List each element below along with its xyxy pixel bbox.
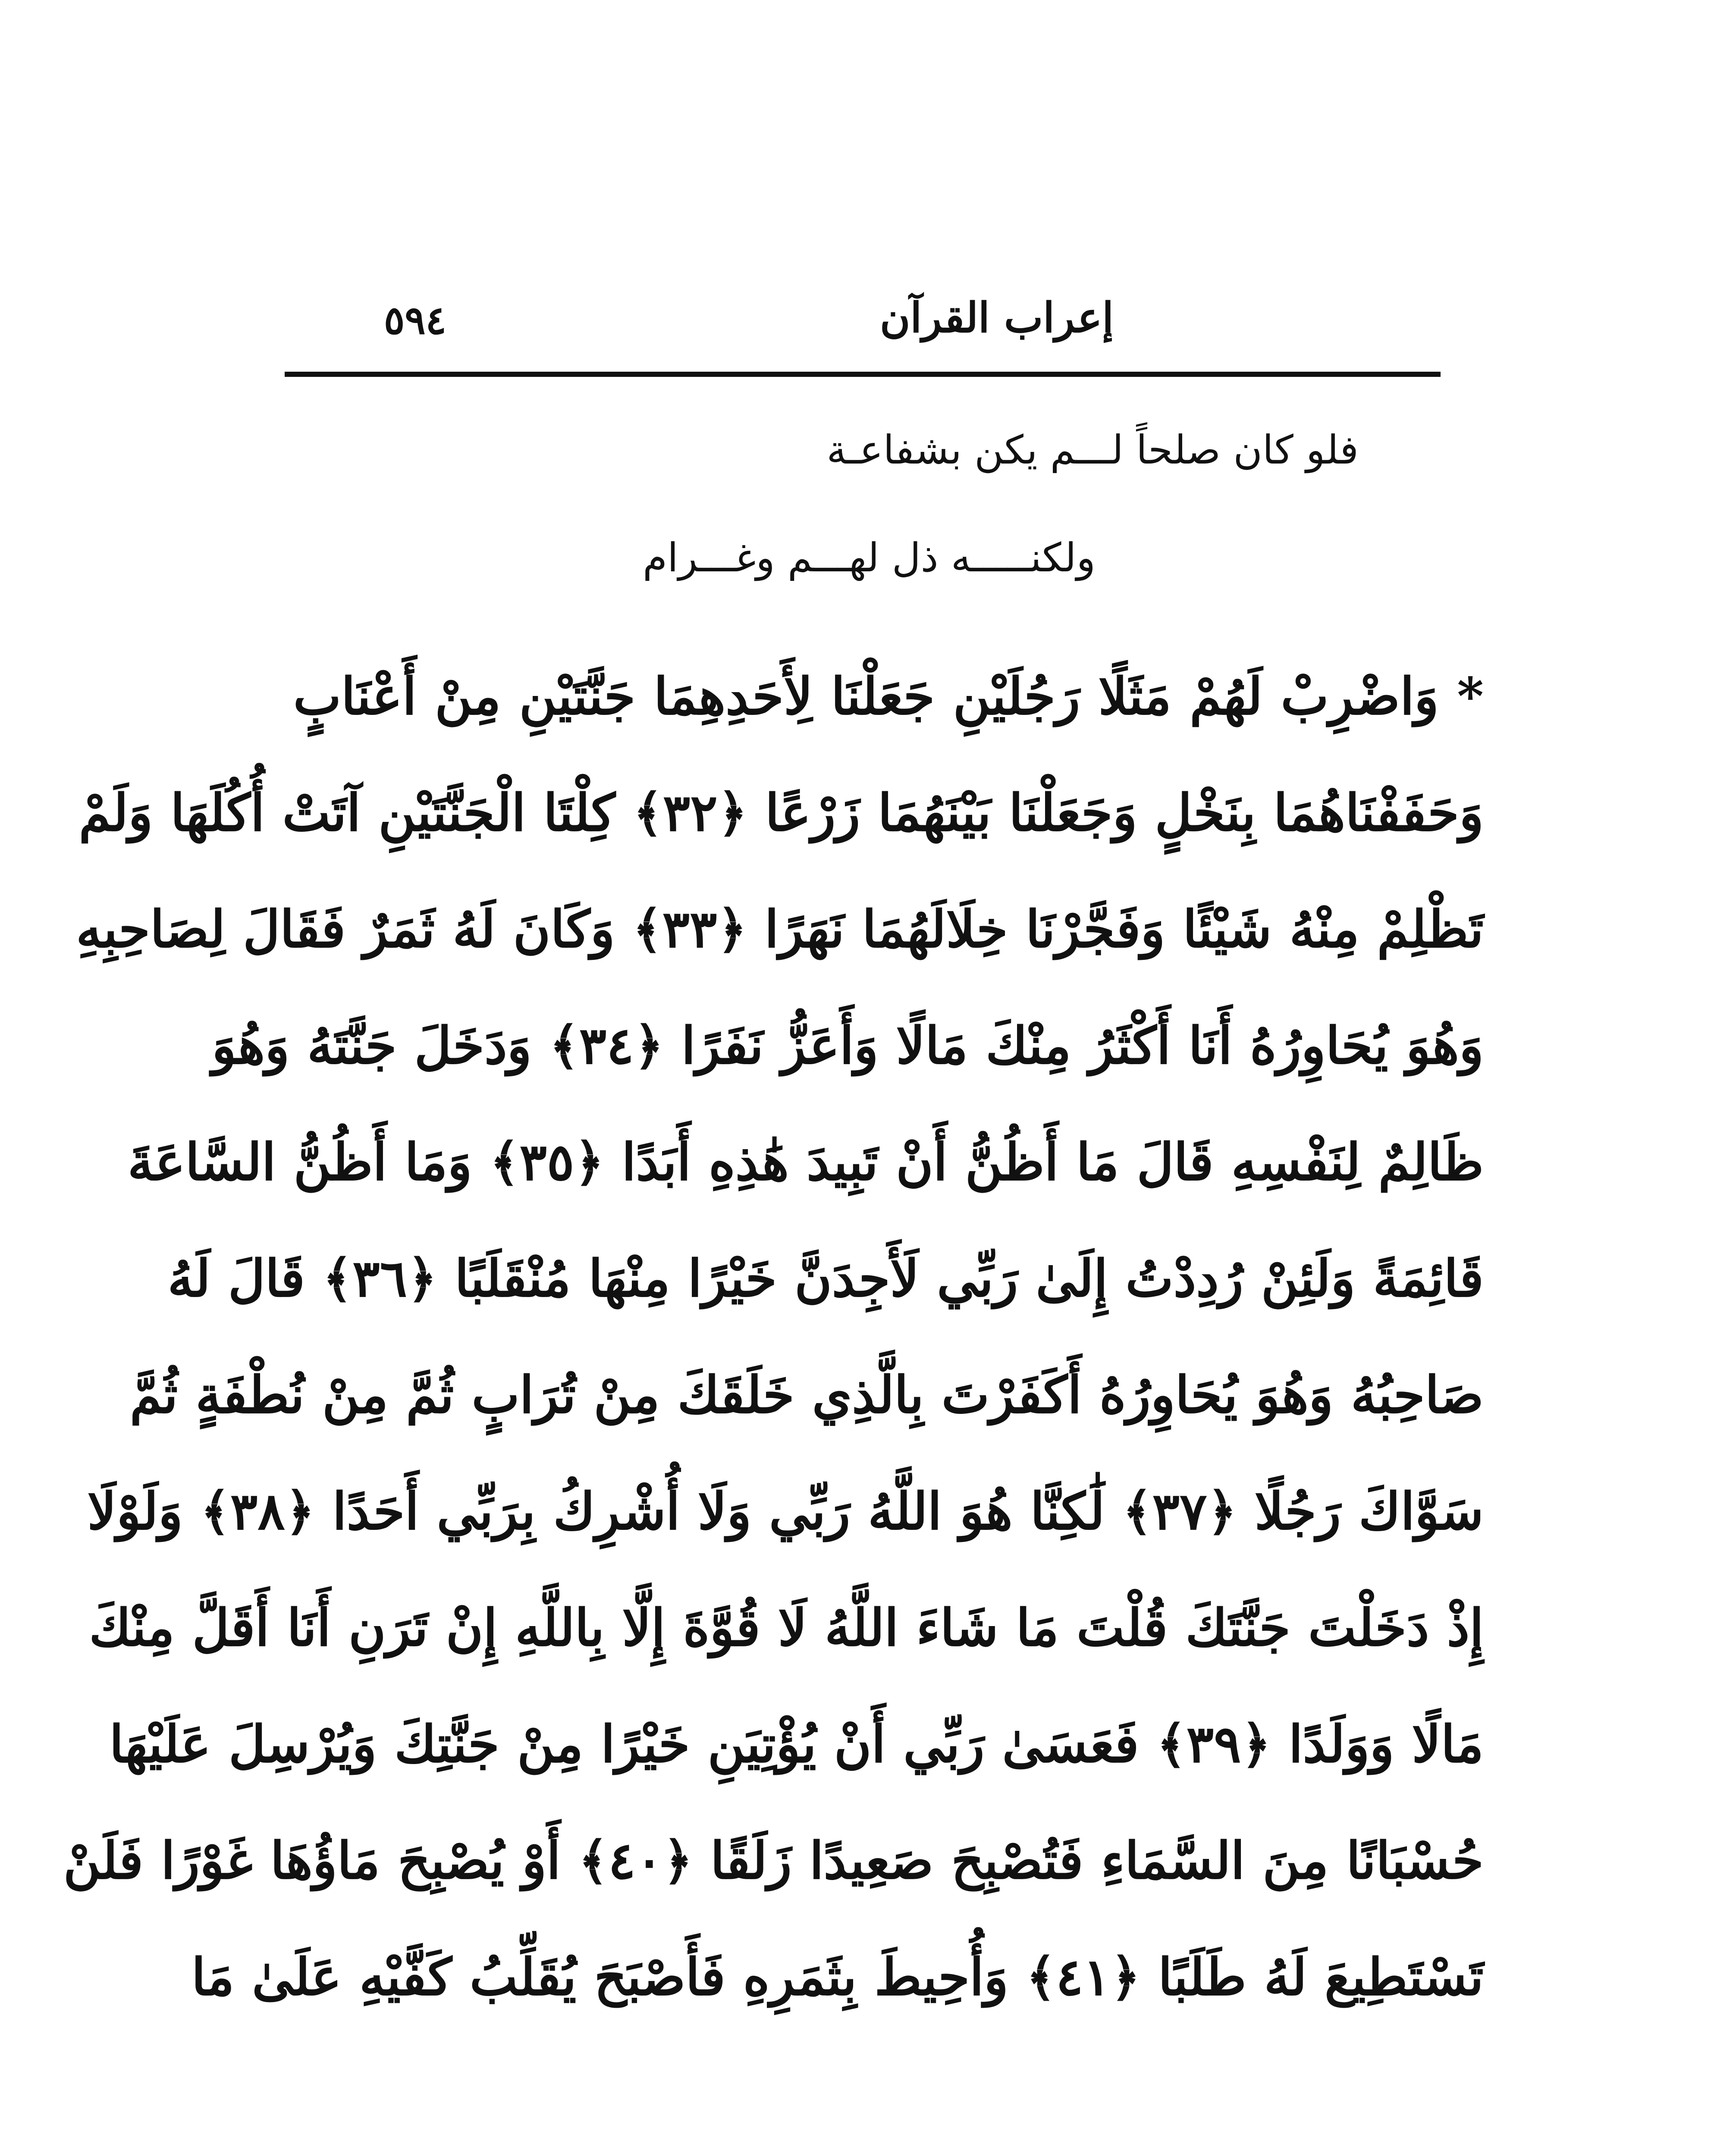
verse-line: مَالًا وَوَلَدًا ﴿٣٩﴾ فَعَسَىٰ رَبِّي أَنْ يُؤْتِيَنِ خَيْرًا مِنْ جَنَّتِكَ وَيُرْسِلَ عَلَيْهَا <box>109 1714 1484 1774</box>
verse-line: قَائِمَةً وَلَئِنْ رُدِدْتُ إِلَىٰ رَبِّي لَأَجِدَنَّ خَيْرًا مِنْهَا مُنْقَلَبًا ﴿٣٦﴾ قَالَ لَهُ <box>167 1248 1484 1308</box>
verse-line: تَظْلِمْ مِنْهُ شَيْئًا وَفَجَّرْنَا خِلَالَهُمَا نَهَرًا ﴿٣٣﴾ وَكَانَ لَهُ ثَمَرٌ فَقَالَ لِصَاحِبِهِ <box>76 899 1484 959</box>
page-number: ٥٩٤ <box>384 298 447 343</box>
verse-line: حُسْبَانًا مِنَ السَّمَاءِ فَتُصْبِحَ صَعِيدًا زَلَقًا ﴿٤٠﴾ أَوْ يُصْبِحَ مَاؤُهَا غَوْرًا فَلَنْ <box>63 1830 1484 1890</box>
verse-line: صَاحِبُهُ وَهُوَ يُحَاوِرُهُ أَكَفَرْتَ بِالَّذِي خَلَقَكَ مِنْ تُرَابٍ ثُمَّ مِنْ نُطْفَةٍ ثُمَّ <box>129 1365 1484 1425</box>
verse-line: وَهُوَ يُحَاوِرُهُ أَنَا أَكْثَرُ مِنْكَ مَالًا وَأَعَزُّ نَفَرًا ﴿٣٤﴾ وَدَخَلَ جَنَّتَهُ وَهُوَ <box>212 1015 1484 1075</box>
verse-line: وَحَفَفْنَاهُمَا بِنَخْلٍ وَجَعَلْنَا بَيْنَهُمَا زَرْعًا ﴿٣٢﴾ كِلْتَا الْجَنَّتَيْنِ آتَتْ أُكُلَهَا وَلَمْ <box>78 783 1484 843</box>
verse-line: ظَالِمٌ لِنَفْسِهِ قَالَ مَا أَظُنُّ أَنْ تَبِيدَ هَٰذِهِ أَبَدًا ﴿٣٥﴾ وَمَا أَظُنُّ السَّاعَةَ <box>127 1132 1484 1192</box>
verse-line: سَوَّاكَ رَجُلًا ﴿٣٧﴾ لَٰكِنَّا هُوَ اللَّهُ رَبِّي وَلَا أُشْرِكُ بِرَبِّي أَحَدًا ﴿٣٨﴾ وَلَوْلَا <box>87 1481 1484 1541</box>
poem-line: فلو كان صلحاً لـــم يكن بشفاعـة <box>826 427 1359 473</box>
page-header <box>285 267 1441 371</box>
verse-line: * وَاضْرِبْ لَهُمْ مَثَلًا رَجُلَيْنِ جَعَلْنَا لِأَحَدِهِمَا جَنَّتَيْنِ مِنْ أَعْنَابٍ <box>293 666 1484 726</box>
verse-line: تَسْتَطِيعَ لَهُ طَلَبًا ﴿٤١﴾ وَأُحِيطَ بِثَمَرِهِ فَأَصْبَحَ يُقَلِّبُ كَفَّيْهِ عَلَىٰ مَا <box>191 1947 1484 2007</box>
book-title: إعراب القرآن <box>880 293 1114 342</box>
header-divider <box>285 372 1441 377</box>
quran-verses <box>63 647 1484 2044</box>
verse-line: إِذْ دَخَلْتَ جَنَّتَكَ قُلْتَ مَا شَاءَ اللَّهُ لَا قُوَّةَ إِلَّا بِاللَّهِ إِنْ تَرَنِ أَنَا أَقَلَّ مِنْكَ <box>89 1598 1484 1658</box>
poem-line: ولكنـــــه ذل لهـــم وغـــرام <box>643 535 1096 581</box>
